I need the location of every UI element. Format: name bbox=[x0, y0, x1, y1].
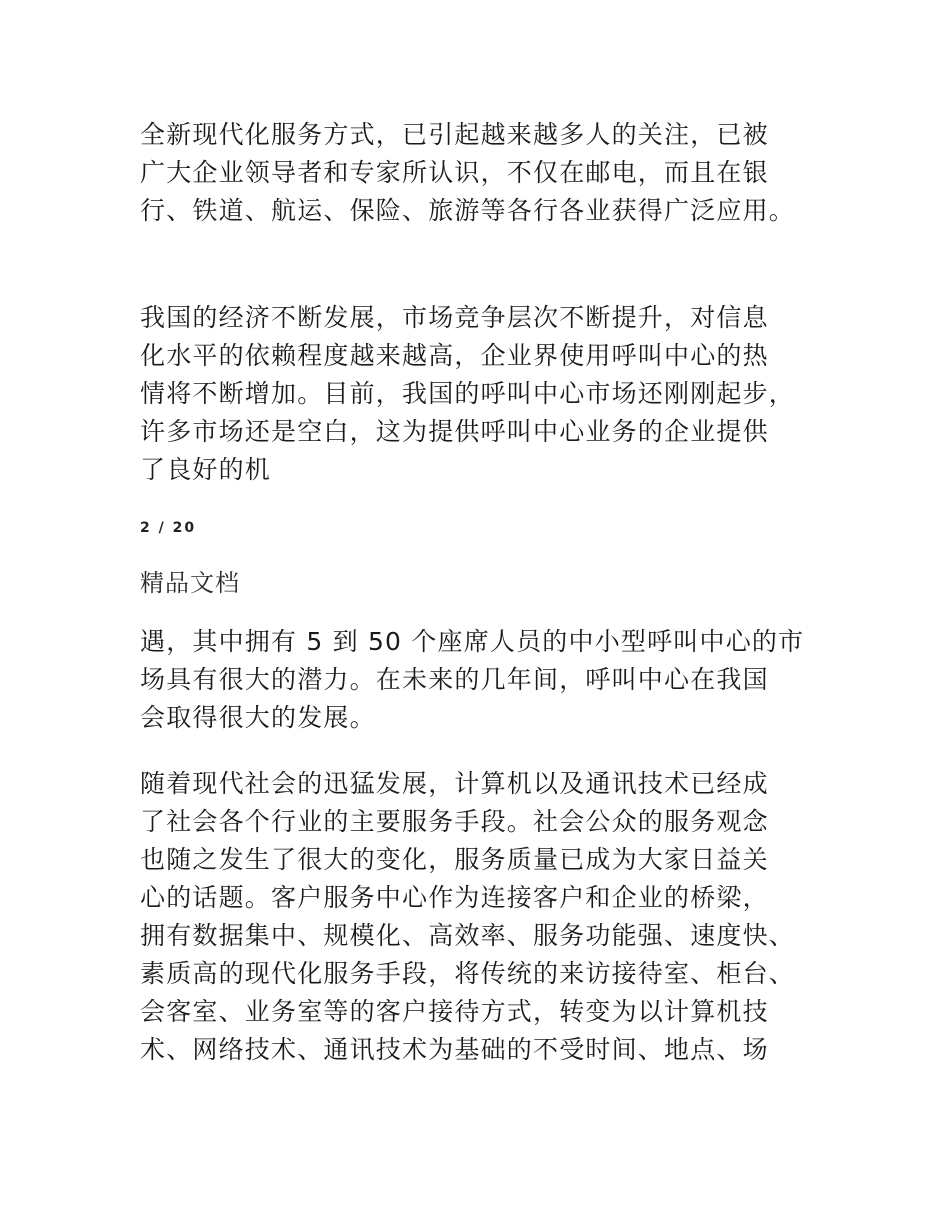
paragraph-3 bbox=[140, 623, 820, 737]
paragraph-2-line: 我国的经济不断发展，市场竞争层次不断提升，对信息 bbox=[140, 303, 769, 332]
paragraph-4-line: 拥有数据集中、规模化、高效率、服务功能强、速度快、 bbox=[140, 921, 796, 950]
paragraph-3-line: 场具有很大的潜力。在未来的几年间，呼叫中心在我国 bbox=[140, 665, 769, 694]
paragraph-4-line: 术、网络技术、通讯技术为基础的不受时间、地点、场 bbox=[140, 1035, 769, 1064]
paragraph-1 bbox=[140, 116, 820, 230]
doc-label: 精品文档 bbox=[140, 569, 240, 597]
paragraph-4 bbox=[140, 765, 820, 1069]
page-number: 2 / 20 bbox=[140, 520, 197, 536]
paragraph-4-line: 随着现代社会的迅猛发展，计算机以及通讯技术已经成 bbox=[140, 769, 769, 798]
paragraph-2-line: 了良好的机 bbox=[140, 455, 272, 484]
paragraph-3-line: 会取得很大的发展。 bbox=[140, 703, 376, 732]
paragraph-4-line: 会客室、业务室等的客户接待方式，转变为以计算机技 bbox=[140, 997, 769, 1026]
paragraph-4-line: 心的话题。客户服务中心作为连接客户和企业的桥梁， bbox=[140, 883, 769, 912]
paragraph-2-line: 情将不断增加。目前，我国的呼叫中心市场还刚刚起步， bbox=[140, 379, 796, 408]
paragraph-4-line: 素质高的现代化服务手段，将传统的来访接待室、柜台、 bbox=[140, 959, 796, 988]
paragraph-1-line: 广大企业领导者和专家所认识，不仅在邮电，而且在银 bbox=[140, 158, 769, 187]
paragraph-4-line: 了社会各个行业的主要服务手段。社会公众的服务观念 bbox=[140, 807, 769, 836]
paragraph-2 bbox=[140, 299, 820, 489]
paragraph-4-line: 也随之发生了很大的变化，服务质量已成为大家日益关 bbox=[140, 845, 769, 874]
paragraph-2-line: 许多市场还是空白，这为提供呼叫中心业务的企业提供 bbox=[140, 417, 769, 446]
paragraph-3-line: 遇，其中拥有 5 到 50 个座席人员的中小型呼叫中心的市 bbox=[140, 627, 805, 656]
paragraph-1-line: 行、铁道、航运、保险、旅游等各行各业获得广泛应用。 bbox=[140, 196, 796, 225]
paragraph-2-line: 化水平的依赖程度越来越高，企业界使用呼叫中心的热 bbox=[140, 341, 769, 370]
paragraph-1-line: 全新现代化服务方式，已引起越来越多人的关注，已被 bbox=[140, 120, 769, 149]
